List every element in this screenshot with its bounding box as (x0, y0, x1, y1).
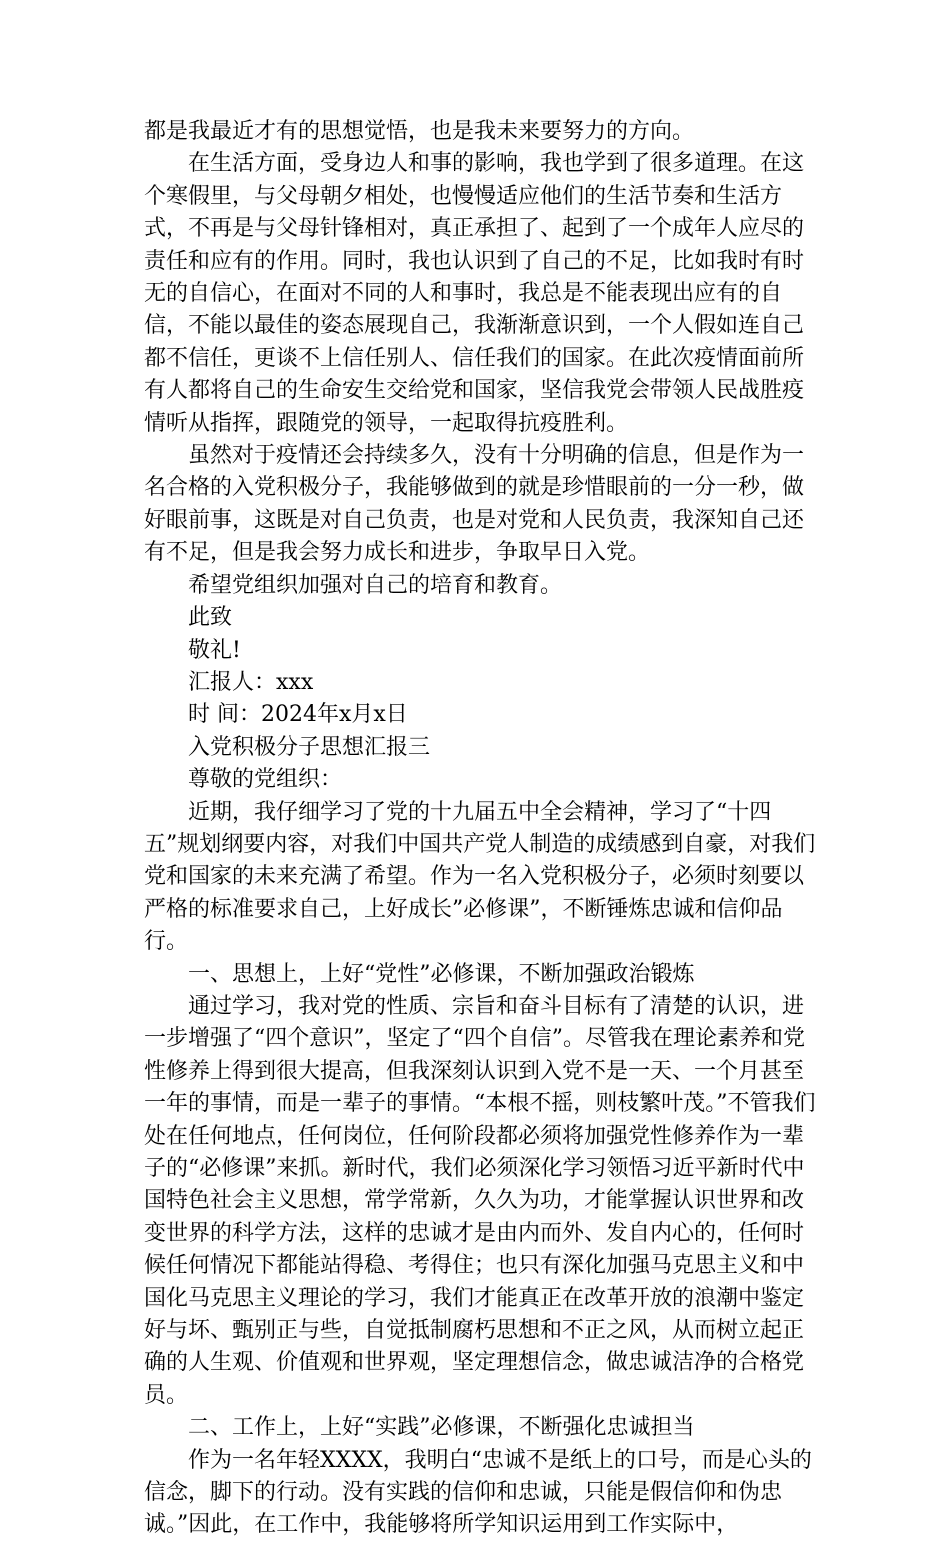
date-line: 时 间：2024年x月x日 (188, 702, 408, 728)
greeting: 尊敬的党组织： (188, 767, 343, 793)
closing-salutation: 此致 (188, 605, 233, 631)
paragraph-continued: 都是我最近才有的思想觉悟，也是我未来要努力的方向。 (144, 119, 695, 144)
section-heading-2: 二、工作上，上好“实践”必修课，不断强化忠诚担当 (188, 1415, 695, 1441)
paragraph-intro: 近期，我仔细学习了党的十九届五中全会精神，学习了“十四五”规划纲要内容，对我们中国共产党人制造的成绩感到自豪，对我们党和国家的未来充满了希望。作为一名入党积极分子，必须时刻要以严格的标准要求自己，上好成长”必修课”，不断锤炼忠诚和信仰品行。 (144, 799, 816, 955)
paragraph-hope: 希望党组织加强对自己的培育和教育。 (188, 572, 563, 598)
paragraph-epidemic: 虽然对于疫情还会持续多久，没有十分明确的信息，但是作为一名合格的入党积极分子，我能够做到的就是珍惜眼前的一分一秒，做好眼前事，这既是对自己负责，也是对党和人民负责，我深知自己还有不足，但是我会努力成长和进步，争取早日入党。 (144, 443, 805, 566)
report-title: 入党积极分子思想汇报三 (188, 734, 431, 760)
paragraph-life: 在生活方面，受身边人和事的影响，我也学到了很多道理。在这个寒假里，与父母朝夕相处，也慢慢适应他们的生活节奏和生活方式，不再是与父母针锋相对，真正承担了、起到了一个成年人应尽的责任和应有的作用。同时，我也认识到了自己的不足，比如我时有时无的自信心，在面对不同的人和事时，我总是不能表现出应有的自信，不能以最佳的姿态展现自己，我渐渐意识到，一个人假如连自己都不信任，更谈不上信任别人、信任我们的国家。在此次疫情面前所有人都将自己的生命安生交给党和国家，坚信我党会带领人民战胜疫情听从指挥，跟随党的领导，一起取得抗疫胜利。 (144, 151, 805, 436)
closing-respect: 敬礼! (188, 637, 241, 663)
paragraph-section-1: 通过学习，我对党的性质、宗旨和奋斗目标有了清楚的认识，进一步增强了“四个意识”，坚定了“四个自信”。尽管我在理论素养和党性修养上得到很大提高，但我深刻认识到入党不是一天、一个月甚至一年的事情，而是一辈子的事情。“本根不摇，则枝繁叶茂。”不管我们处在任何地点，任何岗位，任何阶段都必须将加强党性修养作为一辈子的“必修课”来抓。新时代，我们必须深化学习领悟习近平新时代中国特色社会主义思想，常学常新，久久为功，才能掌握认识世界和改变世界的科学方法，这样的忠诚才是由内而外、发自内心的，任何时候任何情况下都能站得稳、考得住；也只有深化加强马克思主义和中国化马克思主义理论的学习，我们才能真正在改革开放的浪潮中鉴定好与坏、甄别正与些，自觉抵制腐朽思想和不正之风，从而树立起正确的人生观、价值观和世界观，坚定理想信念，做忠诚洁净的合格党员。 (144, 993, 816, 1408)
paragraph-section-2: 作为一名年轻XXXX，我明白“忠诚不是纸上的口号，而是心头的信念，脚下的行动。没有实践的信仰和忠诚，只能是假信仰和伪忠诚。”因此，在工作中，我能够将所学知识运用到工作实际中， (144, 1447, 812, 1538)
section-heading-1: 一、思想上，上好“党性”必修课，不断加强政治锻炼 (188, 961, 695, 987)
reporter-line: 汇报人：xxx (188, 669, 314, 695)
